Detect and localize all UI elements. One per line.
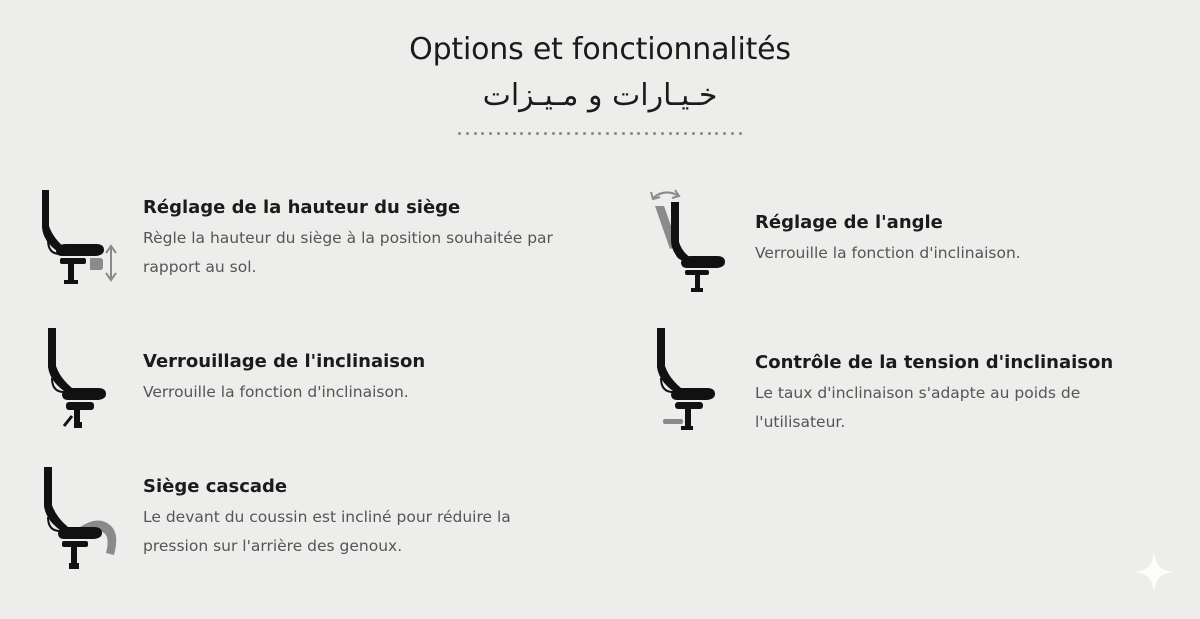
feature-tilt-tension [645,326,1175,436]
feature-tilt-lock [38,326,558,436]
feature-waterfall-seat [38,465,558,575]
feature-description: Le taux d'inclinaison s'adapte au poids de l'utilisateur. [755,384,1081,431]
feature-description: Verrouille la fonction d'inclinaison. [143,383,409,401]
chair-waterfall-seat-icon [38,465,128,575]
page-title: Options et fonctionnalités [409,32,791,67]
chair-tilt-tension-icon [645,326,735,436]
feature-title: Verrouillage de l'inclinaison [143,351,426,372]
header [0,30,1200,136]
chair-tilt-lock-icon [38,326,128,436]
chair-seat-height-icon [38,186,128,296]
feature-title: Contrôle de la tension d'inclinaison [755,352,1114,373]
feature-description: Verrouille la fonction d'inclinaison. [755,244,1021,262]
dotted-divider [458,130,742,136]
feature-angle-adjust [645,186,1165,296]
feature-description: Règle la hauteur du siège à la position souhaitée par rapport au sol. [143,229,553,276]
feature-title: Réglage de la hauteur du siège [143,197,461,218]
feature-title: Réglage de l'angle [755,212,943,233]
sparkle-icon [1132,550,1176,594]
page-title-arabic: خـيـارات و مـيـزات [482,78,718,113]
feature-title: Siège cascade [143,476,288,497]
feature-seat-height [38,186,558,296]
feature-description: Le devant du coussin est incliné pour réduire la pression sur l'arrière des genoux. [143,508,511,555]
chair-angle-adjust-icon [645,186,735,296]
